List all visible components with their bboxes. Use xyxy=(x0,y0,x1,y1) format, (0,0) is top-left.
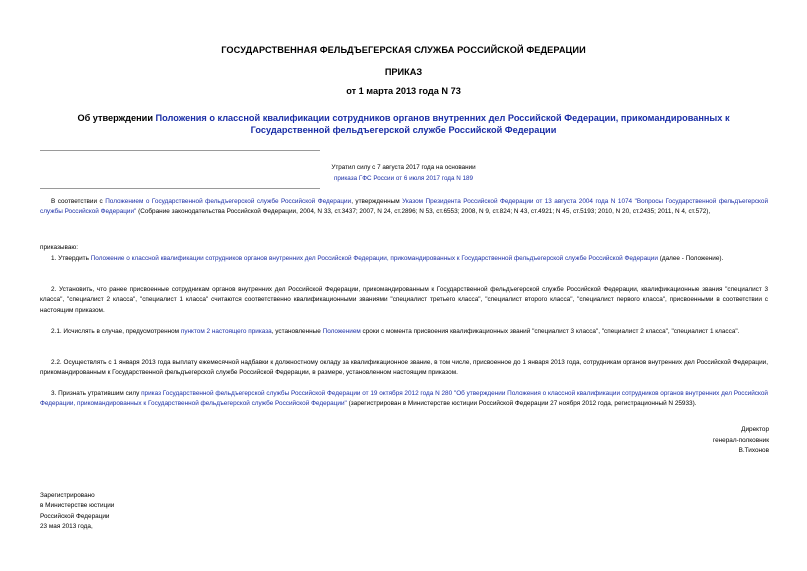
preamble-text-2: , утвержденным xyxy=(351,198,403,205)
repeal-note-text: Утратил силу с 7 августа 2017 года на основании xyxy=(331,164,476,171)
paragraph-3 xyxy=(40,389,768,410)
preamble-text-3: (Собрание законодательства Российской Федерации, 2004, N 33, ст.3437; 2007, N 24, ст.2896; N 53, ст.6553; 2008, N 9, ст.824; N 43, ст.4921; N 45, ст.5193; 2010, N 20, ст.2435; 2011, N 4, ст.572), xyxy=(136,208,711,216)
signature-block xyxy=(569,425,769,457)
registration-line-2: в Министерстве юстиции xyxy=(40,502,115,510)
title-regulation-link[interactable]: Положения о классной квалификации сотрудников органов внутренних дел Российской Федерации, прикомандированных к Государственной фельдъегерской службе Российской Федерации xyxy=(155,113,730,135)
clause-2-link[interactable]: пунктом 2 настоящего приказа xyxy=(180,328,272,335)
preamble-text-1: В соответствии с xyxy=(51,198,106,205)
paragraph-2-1-tail: сроки с момента присвоения квалификационных званий "специалист 3 класса", "специалист 2 класса", "специалист 1 класса". xyxy=(360,328,740,335)
paragraph-2-2: 2.2. Осуществлять с 1 января 2013 года выплату ежемесячной надбавки к должностному окладу за квалификационное звание, в том числе, присвоенное до 1 января 2013 года, сотрудникам органов внутренних дел Российской Федерации, прикомандированным к Государственной фельдъегерской службе Российской Федерации, в размере, установленном настоящим приказом. xyxy=(40,359,768,377)
top-divider xyxy=(40,150,320,151)
issuing-organization: ГОСУДАРСТВЕННАЯ ФЕЛЬДЪЕГЕРСКАЯ СЛУЖБА РОССИЙСКОЙ ФЕДЕРАЦИИ xyxy=(221,45,586,55)
presidential-decree-link[interactable]: Указом Президента Российской Федерации от 13 августа 2004 года N 1074 "Вопросы Государственной фельдъегерской службы Российской Федерации" xyxy=(40,198,769,216)
paragraph-2-1-text-2: , установленные xyxy=(271,328,323,335)
repealed-order-link[interactable]: приказ Государственной фельдъегерской службы Российской Федерации от 19 октября 2012 года N 280 "Об утверждении Положения о классной квалификации сотрудников органов внутренних дел Российской Федерации, прикомандированных к Государственной фельдъегерской службе Российской Федерации" xyxy=(40,390,768,408)
paragraph-2-1 xyxy=(40,327,768,337)
approved-regulation-link[interactable]: Положение о классной квалификации сотрудников органов внутренних дел Российской Федерации, прикомандированных к Государственной фельдъегерской службе Российской Федерации xyxy=(90,255,658,262)
repeal-note xyxy=(300,163,507,184)
document-date-number: от 1 марта 2013 года N 73 xyxy=(346,86,461,96)
paragraph-3-tail: (зарегистрирован в Министерстве юстиции Российской Федерации 27 ноября 2012 года, регистрационный N 25933). xyxy=(346,400,697,408)
regulation-link[interactable]: Положением xyxy=(322,328,361,335)
paragraph-3-text: 3. Признать утратившим силу xyxy=(51,390,142,397)
paragraph-1-text: 1. Утвердить xyxy=(51,255,91,262)
registration-line-4: 23 мая 2013 года, xyxy=(40,522,93,530)
paragraph-2: 2. Установить, что ранее присвоенные сотрудникам органов внутренних дел Российской Федерации, прикомандированным к Государственной фельдъегерской службе Российской Федерации, квалификационные звания "специалист 3 класса", "специалист 2 класса", "специалист 1 класса" считаются соответственно квалификационными званиями "специалист третьего класса", "специалист второго класса", "специалист первого класса", присвоенными в соответствии с настоящим приказом. xyxy=(40,286,768,314)
registration-line-3: Российской Федерации xyxy=(40,512,110,520)
paragraph-1-tail: (далее - Положение). xyxy=(657,255,724,262)
document-title xyxy=(40,113,767,136)
paragraph-2-1-text: 2.1. Исчислять в случае, предусмотренном xyxy=(51,328,181,335)
order-word: приказываю: xyxy=(40,244,78,251)
repeal-order-link[interactable]: приказа ГФС России от 6 июля 2017 года N 189 xyxy=(333,174,474,182)
registration-block xyxy=(40,491,240,532)
signer-rank: генерал-полковник xyxy=(712,436,769,444)
signer-name: В.Тихонов xyxy=(738,447,769,454)
gfs-regulation-link[interactable]: Положением о Государственной фельдъегерской службе Российской Федерации xyxy=(105,198,352,205)
signer-position: Директор xyxy=(741,426,769,433)
paragraph-1 xyxy=(40,254,768,264)
bottom-divider xyxy=(40,188,320,189)
preamble-paragraph xyxy=(40,197,768,218)
title-prefix: Об утверждении xyxy=(77,113,156,123)
document-kind: ПРИКАЗ xyxy=(384,67,423,77)
registration-line-1: Зарегистрировано xyxy=(40,492,95,499)
